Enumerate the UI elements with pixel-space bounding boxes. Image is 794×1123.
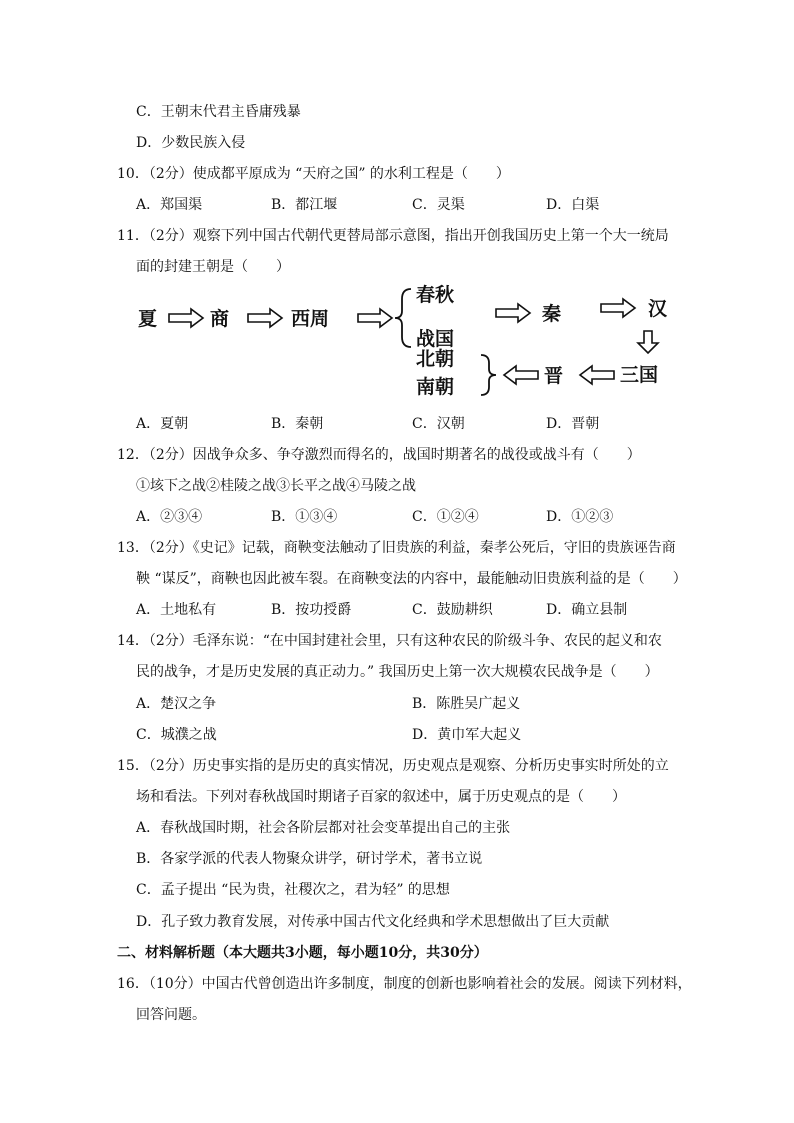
dynasty-han: 汉 (648, 298, 668, 320)
arrow-right-icon (601, 299, 635, 317)
q15-option-a: A．春秋战国时期，社会各阶层都对社会变革提出自己的主张 (136, 820, 511, 836)
arrow-right-icon (169, 309, 203, 327)
q14-option-b: B．陈胜吴广起义 (412, 696, 521, 712)
arrow-right-icon (248, 309, 282, 327)
dynasty-chunqiu: 春秋 (416, 284, 455, 306)
q14-stem-line2: 民的战争，才是历史发展的真正动力。” 我国历史上第一次大规模农民战争是（ ） (136, 664, 659, 680)
q13-option-b: B．按功授爵 (271, 602, 352, 618)
q14-stem-line1: 14．（2分）毛泽东说：“在中国封建社会里，只有这种农民的阶级斗争、农民的起义和农 (117, 633, 662, 649)
arrow-right-icon (358, 309, 392, 327)
q13-option-a: A．土地私有 (136, 602, 217, 618)
dynasty-sanguo: 三国 (620, 364, 659, 386)
q13-option-d: D．确立县制 (546, 602, 628, 618)
q11-option-d: D．晋朝 (546, 416, 600, 432)
q15-option-c: C．孟子提出 “民为贵，社稷次之，君为轻” 的思想 (136, 882, 450, 898)
q11-stem-line1: 11．（2分）观察下列中国古代朝代更替局部示意图，指出开创我国历史上第一个大一统局 (117, 228, 669, 244)
q11-stem-line2: 面的封建王朝是（ ） (136, 259, 290, 275)
dynasty-shang: 商 (210, 308, 230, 330)
q11-option-c: C．汉朝 (412, 416, 465, 432)
q12-items: ①垓下之战②桂陵之战③长平之战④马陵之战 (136, 478, 416, 494)
dynasty-xia: 夏 (138, 308, 158, 330)
arrow-left-icon (580, 366, 614, 384)
dynasty-nanchao: 南朝 (416, 376, 455, 398)
q10-option-a: A．郑国渠 (136, 197, 203, 213)
q13-stem-line1: 13．（2分）《史记》记载，商鞅变法触动了旧贵族的利益，秦孝公死后，守旧的贵族诬告商 (117, 540, 676, 556)
q15-option-b: B．各家学派的代表人物聚众讲学，研讨学术，著书立说 (136, 851, 483, 867)
arrow-down-icon (638, 331, 658, 353)
q10-option-b: B．都江堰 (271, 197, 338, 213)
q9-option-d: D．少数民族入侵 (136, 135, 246, 151)
q11-option-b: B．秦朝 (271, 416, 324, 432)
q15-stem-line2: 场和看法。下列对春秋战国时期诸子百家的叙述中，属于历史观点的是（ ） (136, 789, 626, 805)
q13-stem-line2: 鞅 “谋反”，商鞅也因此被车裂。在商鞅变法的内容中，最能触动旧贵族利益的是（ ） (136, 571, 687, 587)
q16-stem-line2: 回答问题。 (136, 1007, 206, 1023)
q15-stem-line1: 15．（2分）历史事实指的是历史的真实情况，历史观点是观察、分析历史事实时所处的立 (117, 758, 669, 774)
dynasty-beichao: 北朝 (416, 348, 455, 370)
q14-option-a: A．楚汉之争 (136, 696, 217, 712)
q14-option-d: D．黄巾军大起义 (412, 727, 522, 743)
q9-option-c: C．王朝末代君主昏庸残暴 (136, 104, 301, 120)
q16-stem-line1: 16．（10分）中国古代曾创造出许多制度，制度的创新也影响着社会的发展。阅读下列材料， (117, 976, 692, 992)
q11-option-a: A．夏朝 (136, 416, 189, 432)
q10-option-d: D．白渠 (546, 197, 600, 213)
q12-option-a: A．②③④ (136, 509, 203, 525)
brace-icon (395, 289, 411, 347)
dynasty-qin: 秦 (542, 303, 562, 325)
dynasty-xizhou: 西周 (291, 308, 330, 330)
brace-icon (481, 355, 496, 395)
q14-option-c: C．城濮之战 (136, 727, 217, 743)
section-heading: 二、材料解析题（本大题共3小题，每小题10分，共30分） (117, 945, 488, 961)
q13-option-c: C．鼓励耕织 (412, 602, 493, 618)
q12-option-c: C．①②④ (412, 509, 479, 525)
arrow-left-icon (504, 366, 538, 384)
q12-option-b: B．①③④ (271, 509, 338, 525)
q12-stem: 12．（2分）因战争众多、争夺激烈而得名的，战国时期著名的战役或战斗有（ ） (117, 447, 641, 463)
q15-option-d: D．孔子致力教育发展，对传承中国古代文化经典和学术思想做出了巨大贡献 (136, 914, 610, 930)
dynasty-zhanguo: 战国 (416, 328, 455, 350)
q12-option-d: D．①②③ (546, 509, 614, 525)
dynasty-succession-diagram (136, 283, 686, 398)
q10-stem: 10．（2分）使成都平原成为 “天府之国” 的水利工程是（ ） (117, 166, 510, 182)
arrow-right-icon (496, 304, 530, 322)
dynasty-jin: 晋 (544, 365, 564, 387)
q10-option-c: C．灵渠 (412, 197, 465, 213)
